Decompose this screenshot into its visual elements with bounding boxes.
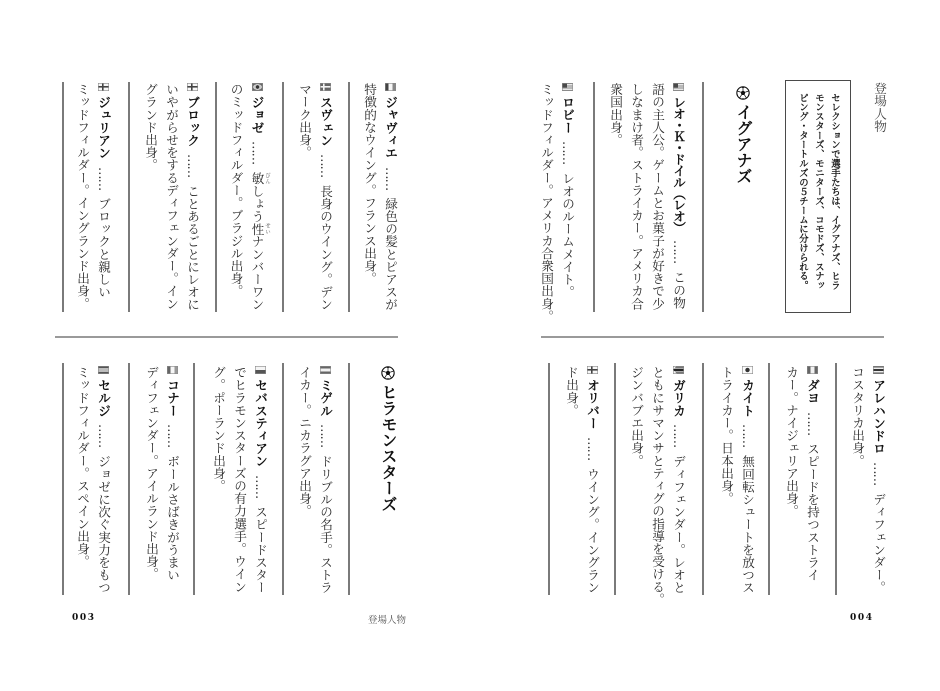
flag-england-icon	[187, 83, 198, 91]
description-text: ディフェンダー。	[871, 492, 886, 594]
ruby-base: 性	[249, 222, 265, 236]
character-name: レオ・Ｋ・ドイル（レオ）	[671, 96, 686, 233]
description-text: 緑色の髪とピアスが	[383, 197, 398, 311]
character-entry-miguel	[294, 366, 336, 602]
column-divider	[128, 363, 130, 595]
description-line: イカー。ニカラグア出身。	[297, 366, 312, 518]
character-name: ロビー	[560, 96, 575, 134]
leader-dots: ……	[383, 166, 398, 190]
entry-first-line	[93, 366, 114, 602]
character-name: スヴェン	[318, 96, 333, 147]
description-line: コスタリカ出身。	[850, 366, 865, 467]
character-name: コナー	[165, 379, 180, 417]
entry-first-line	[380, 83, 401, 319]
column-divider	[215, 82, 217, 312]
flag-poland-icon	[255, 366, 266, 374]
description-line: グ。ポーランド出身。	[211, 366, 226, 492]
entry-first-line	[315, 366, 336, 602]
description-line: 衆国出身。	[608, 83, 623, 146]
description-line: のミッドフィルダー。ブラジル出身。	[228, 83, 244, 298]
entry-first-line	[250, 366, 271, 602]
flag-nicaragua-icon	[320, 366, 331, 374]
entry-first-line	[737, 366, 758, 602]
leader-dots: ……	[253, 474, 268, 498]
character-entry-garika	[626, 366, 689, 606]
character-name: ジョゼ	[249, 96, 265, 134]
description-line: ド出身。	[564, 366, 579, 417]
leader-dots: ……	[560, 141, 575, 165]
entry-first-line	[557, 83, 578, 319]
description-text: ディフェンダー。レオと	[671, 455, 686, 594]
description-text: この物	[671, 271, 686, 309]
running-footer: 登場人物	[368, 615, 407, 626]
description-text: 長身のウイング。デン	[318, 184, 333, 311]
leader-dots: ……	[585, 436, 600, 461]
character-entry-sven	[294, 83, 336, 319]
entry-first-line	[582, 366, 603, 602]
character-entry-brock	[140, 83, 203, 319]
column-divider	[128, 82, 130, 312]
leader-dots: ……	[96, 166, 111, 190]
ruby-annotated-kanji	[249, 172, 270, 185]
entry-first-line	[668, 366, 689, 602]
flag-usa-icon	[562, 83, 573, 91]
soccer-ball-icon	[381, 366, 395, 380]
description-text: ボールさばきがうまい	[165, 455, 180, 582]
column-divider	[282, 363, 284, 595]
leader-dots: ……	[96, 424, 111, 448]
flag-england-icon	[587, 366, 598, 374]
ruby-base: 敏	[249, 172, 265, 185]
team-name: ヒラモンスターズ	[379, 384, 398, 512]
flag-ireland-icon	[167, 366, 178, 374]
flag-usa-icon	[673, 83, 684, 91]
description-line: ミッドフィルダー。アメリカ合衆国出身。	[539, 83, 554, 323]
intro-line: セレクションで選手たちは、イグアナズ、ヒラ	[829, 93, 840, 291]
description-line: カー。ナイジェリア出身。	[784, 366, 799, 518]
character-name: ダヨ	[805, 379, 820, 405]
character-entry-leo	[605, 83, 689, 319]
description-text: ことあるごとにレオに	[185, 184, 200, 311]
character-entry-sebastian	[208, 366, 271, 602]
team-heading-iguanas	[732, 86, 754, 184]
leader-dots: ……	[871, 462, 886, 486]
column-divider	[62, 363, 64, 595]
entry-first-line	[162, 366, 183, 602]
section-divider	[55, 336, 398, 338]
entry-first-line	[182, 83, 203, 319]
leader-dots: ……	[805, 411, 820, 435]
description-line: グランド出身。	[143, 83, 158, 172]
character-entry-jose	[226, 83, 271, 319]
section-title: 登場人物	[872, 82, 887, 133]
entry-first-line	[802, 366, 823, 602]
flag-france-icon	[385, 83, 396, 91]
description-line: ミッドフィルダー。スペイン出身。	[75, 366, 90, 568]
character-entry-oliver	[561, 366, 603, 602]
leader-dots: ……	[249, 141, 265, 165]
character-entry-kaito	[716, 366, 758, 602]
description-line: 特徴的なウイング。フランス出身。	[362, 83, 377, 285]
character-entry-dayo	[781, 366, 823, 602]
leader-dots: ……	[318, 424, 333, 448]
flag-japan-icon	[742, 366, 753, 374]
character-name: セバスティアン	[253, 379, 268, 468]
leader-dots: ……	[671, 424, 686, 448]
flag-england-icon	[98, 83, 109, 91]
description-line: 語の主人公。ゲームとお菓子が好きで少	[650, 83, 665, 310]
description-text: レオのルームメイト。	[560, 172, 575, 299]
leader-dots: ……	[165, 424, 180, 448]
description-text: ナンバーワン	[249, 235, 265, 311]
character-entry-robbie	[536, 83, 578, 323]
character-name: ブロック	[185, 96, 200, 147]
description-line: ミッドフィルダー。イングランド出身。	[75, 83, 90, 310]
intro-box	[785, 80, 851, 313]
column-divider	[614, 363, 616, 595]
description-line: ジンバブエ出身。	[629, 366, 644, 467]
intro-line: ピング・タートルズの５チームに分けられる。	[797, 93, 808, 291]
team-name: イグアナズ	[734, 104, 753, 184]
entry-first-line	[247, 83, 271, 319]
description-text: しょう	[249, 184, 265, 223]
leader-dots: ……	[318, 153, 333, 178]
leader-dots: ……	[671, 240, 686, 264]
column-divider	[282, 82, 284, 312]
column-divider	[193, 363, 195, 595]
character-name: ジャヴィエ	[383, 96, 398, 159]
page-number-right: 004	[850, 613, 874, 623]
column-divider	[835, 363, 837, 595]
entry-first-line	[315, 83, 336, 319]
description-text: 無回転シュートを放つス	[740, 455, 755, 594]
description-line: でヒラモンスターズの有力選手。ウイン	[232, 366, 247, 593]
column-divider	[348, 82, 350, 312]
ruby-annotated-kanji	[249, 222, 270, 236]
section-divider	[541, 336, 884, 338]
description-text: スピードを持つストライ	[805, 442, 820, 582]
description-line: ともにサマンサとティグの指導を受ける。	[650, 366, 665, 606]
description-line: トライカー。日本出身。	[719, 366, 734, 505]
column-divider	[593, 82, 595, 312]
description-text: ウイング。イングラン	[585, 467, 600, 594]
character-name: セルジ	[96, 379, 111, 417]
description-line: マーク出身。	[297, 83, 312, 159]
column-divider	[768, 363, 770, 595]
character-name: アレハンドロ	[871, 379, 886, 455]
character-name: ミゲル	[318, 379, 333, 417]
character-entry-julian	[72, 83, 114, 319]
entry-first-line	[93, 83, 114, 319]
description-text: スピードスター	[253, 505, 268, 594]
flag-denmark-icon	[320, 83, 331, 91]
column-divider	[702, 363, 704, 595]
intro-line: モンスターズ、モニターズ、コモドズ、スナッ	[813, 93, 824, 291]
column-divider	[702, 82, 704, 312]
description-text: ドリブルの名手。ストラ	[318, 455, 333, 594]
leader-dots: ……	[740, 424, 755, 448]
description-text: ブロックと親しい	[96, 197, 111, 299]
flag-nigeria-icon	[807, 366, 818, 374]
column-divider	[62, 82, 64, 312]
entry-first-line	[868, 366, 889, 602]
flag-spain-icon	[98, 366, 109, 374]
character-name: ガリカ	[671, 379, 686, 417]
flag-brazil-icon	[252, 83, 263, 91]
character-name: カイト	[740, 379, 755, 417]
description-line: ディフェンダー。アイルランド出身。	[144, 366, 159, 581]
description-line: しなまけ者。ストライカー。アメリカ合	[629, 83, 644, 310]
entry-first-line	[668, 83, 689, 319]
description-line: いやがらせをするディフェンダー。イン	[164, 83, 179, 310]
character-entry-javier	[359, 83, 401, 319]
character-entry-alejandro	[847, 366, 889, 602]
character-entry-sergi	[72, 366, 114, 602]
team-heading-gila-monsters	[377, 366, 399, 512]
flag-zimbabwe-icon	[673, 366, 684, 374]
column-divider	[548, 363, 550, 595]
ruby-reading: びん	[264, 172, 270, 185]
leader-dots: ……	[185, 153, 200, 178]
character-name: ジュリアン	[96, 96, 111, 159]
page-number-left: 003	[72, 613, 96, 623]
column-divider	[348, 363, 350, 595]
flag-costa-rica-icon	[873, 366, 884, 374]
description-text: ジョゼに次ぐ実力をもつ	[96, 455, 111, 594]
ruby-reading: せい	[264, 222, 270, 236]
character-name: オリバー	[585, 379, 600, 430]
soccer-ball-icon	[736, 86, 750, 100]
character-entry-conor	[141, 366, 183, 602]
